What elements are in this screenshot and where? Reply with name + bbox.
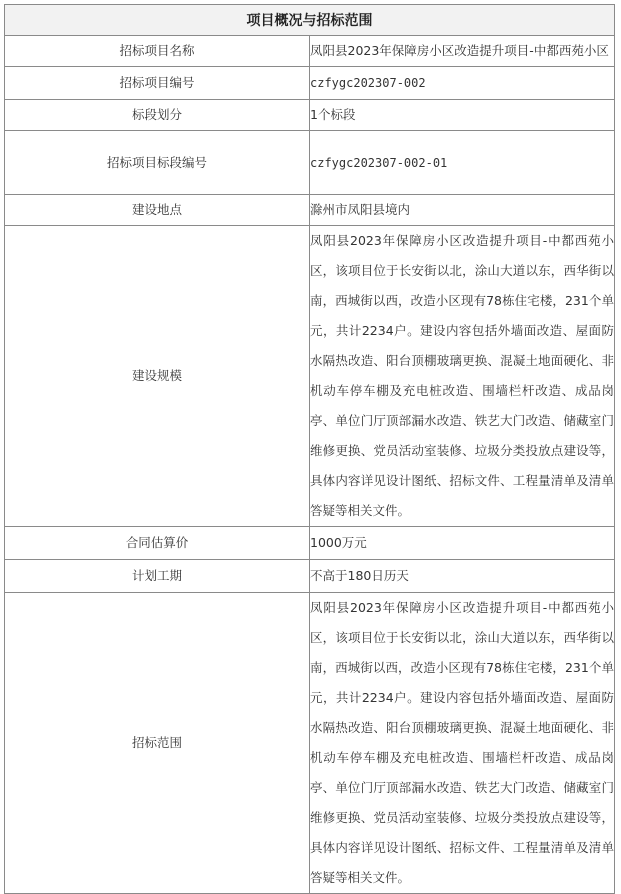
row-label-scope: 招标范围 <box>5 593 310 894</box>
table-row <box>5 527 615 560</box>
row-label-duration: 计划工期 <box>5 560 310 593</box>
row-value-project-name: 凤阳县2023年保障房小区改造提升项目-中都西苑小区 <box>310 36 615 67</box>
table-title: 项目概况与招标范围 <box>5 5 615 36</box>
table-row <box>5 226 615 527</box>
table-row <box>5 131 615 195</box>
row-label-location: 建设地点 <box>5 195 310 226</box>
row-label-scale: 建设规模 <box>5 226 310 527</box>
table-row <box>5 593 615 894</box>
row-label-section-division: 标段划分 <box>5 100 310 131</box>
row-value-project-number: czfygc202307-002 <box>310 67 615 100</box>
row-value-duration: 不高于180日历天 <box>310 560 615 593</box>
table-row <box>5 560 615 593</box>
row-value-scope: 凤阳县2023年保障房小区改造提升项目-中都西苑小区，该项目位于长安街以北，涂山大道以东，西华街以南，西城街以西，改造小区现有78栋住宅楼，231个单元，共计2234户。建设内容包括外墙面改造、屋面防水隔热改造、阳台顶棚玻璃更换、混凝土地面硬化、非机动车停车棚及充电桩改造、围墙栏杆改造、成品岗亭、单位门厅顶部漏水改造、铁艺大门改造、储藏室门维修更换、党员活动室装修、垃圾分类投放点建设等，具体内容详见设计图纸、招标文件、工程量清单及清单答疑等相关文件。 <box>310 593 615 894</box>
row-value-location: 滁州市凤阳县境内 <box>310 195 615 226</box>
table-row <box>5 100 615 131</box>
row-label-project-number: 招标项目编号 <box>5 67 310 100</box>
table-row <box>5 67 615 100</box>
row-value-contract-price: 1000万元 <box>310 527 615 560</box>
row-label-section-number: 招标项目标段编号 <box>5 131 310 195</box>
row-value-section-number: czfygc202307-002-01 <box>310 131 615 195</box>
row-value-section-division: 1个标段 <box>310 100 615 131</box>
row-value-scale: 凤阳县2023年保障房小区改造提升项目-中都西苑小区，该项目位于长安街以北，涂山大道以东，西华街以南，西城街以西，改造小区现有78栋住宅楼，231个单元，共计2234户。建设内容包括外墙面改造、屋面防水隔热改造、阳台顶棚玻璃更换、混凝土地面硬化、非机动车停车棚及充电桩改造、围墙栏杆改造、成品岗亭、单位门厅顶部漏水改造、铁艺大门改造、储藏室门维修更换、党员活动室装修、垃圾分类投放点建设等，具体内容详见设计图纸、招标文件、工程量清单及清单答疑等相关文件。 <box>310 226 615 527</box>
row-label-contract-price: 合同估算价 <box>5 527 310 560</box>
row-label-project-name: 招标项目名称 <box>5 36 310 67</box>
project-overview-table <box>4 4 615 894</box>
table-row <box>5 36 615 67</box>
table-row <box>5 195 615 226</box>
